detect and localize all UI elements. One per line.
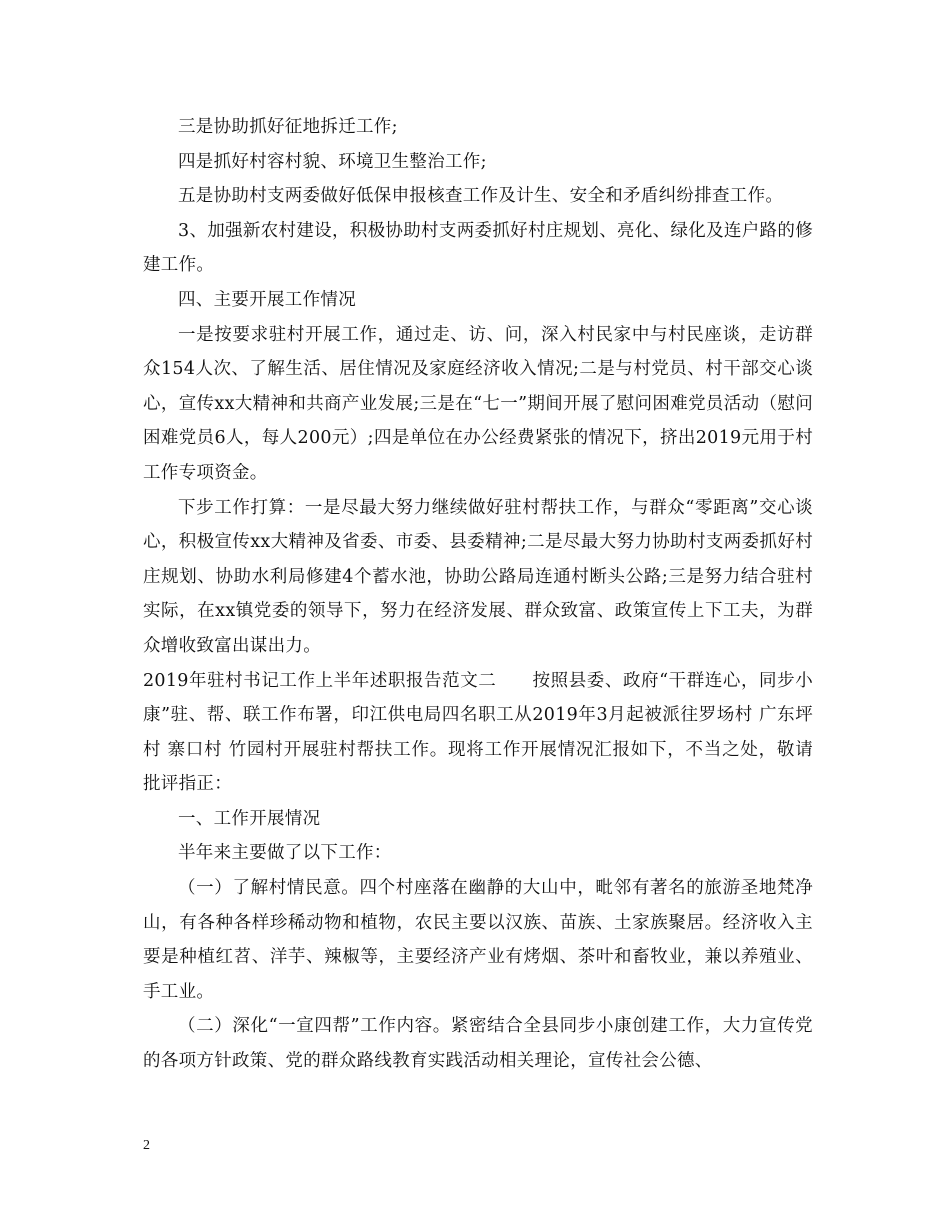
section-heading: 一、工作开展情况	[178, 808, 321, 829]
paragraph: 3、加强新农村建设，积极协助村支两委抓好村庄规划、亮化、绿化及连户路的修建工作。	[143, 220, 813, 276]
paragraph: （一）了解村情民意。四个村座落在幽静的大山中，毗邻有著名的旅游圣地梵净山，有各种各样珍稀动物和植物，农民主要以汉族、苗族、土家族聚居。经济收入主要是种植红苕、洋芋、辣椒等，主要经济产业有烤烟、茶叶和畜牧业，兼以养殖业、手工业。	[143, 878, 813, 1002]
paragraph: 四是抓好村容村貌、环境卫生整治工作;	[178, 151, 487, 172]
report-title-paragraph: 2019年驻村书记工作上半年述职报告范文二 按照县委、政府“干群连心，同步小康”驻、帮、联工作布署，印江供电局四名职工从2019年3月起被派往罗场村 广东坪村 寨口村 竹园村开展驻村帮扶工作。现将工作开展情况汇报如下，不当之处，敬请批评指正：	[143, 670, 813, 795]
document-body	[143, 110, 813, 1079]
paragraph: 五是协助村支两委做好低保申报核查工作及计生、安全和矛盾纠纷排查工作。	[178, 186, 784, 207]
paragraph: 一是按要求驻村开展工作，通过走、访、问，深入村民家中与村民座谈，走访群众154人次、了解生活、居住情况及家庭经济收入情况;二是与村党员、村干部交心谈心，宣传xx大精神和共商产业发展;三是在“七一”期间开展了慰问困难党员活动（慰问困难党员6人，每人200元）;四是单位在办公经费紧张的情况下，挤出2019元用于村工作专项资金。	[143, 324, 813, 483]
paragraph: 半年来主要做了以下工作：	[178, 843, 392, 864]
paragraph: （二）深化“一宣四帮”工作内容。紧密结合全县同步小康创建工作，大力宣传党的各项方针政策、党的群众路线教育实践活动相关理论，宣传社会公德、	[143, 1016, 813, 1072]
page-number: 2	[143, 1138, 150, 1153]
section-heading: 四、主要开展工作情况	[178, 289, 356, 310]
paragraph: 下步工作打算：一是尽最大努力继续做好驻村帮扶工作，与群众“零距离”交心谈心，积极宣传xx大精神及省委、市委、县委精神;二是尽最大努力协助村支两委抓好村庄规划、协助水利局修建4个蓄水池，协助公路局连通村断头公路;三是努力结合驻村实际，在xx镇党委的领导下，努力在经济发展、群众致富、政策宣传上下工夫，为群众增收致富出谋出力。	[143, 497, 813, 656]
paragraph: 三是协助抓好征地拆迁工作;	[178, 117, 398, 137]
